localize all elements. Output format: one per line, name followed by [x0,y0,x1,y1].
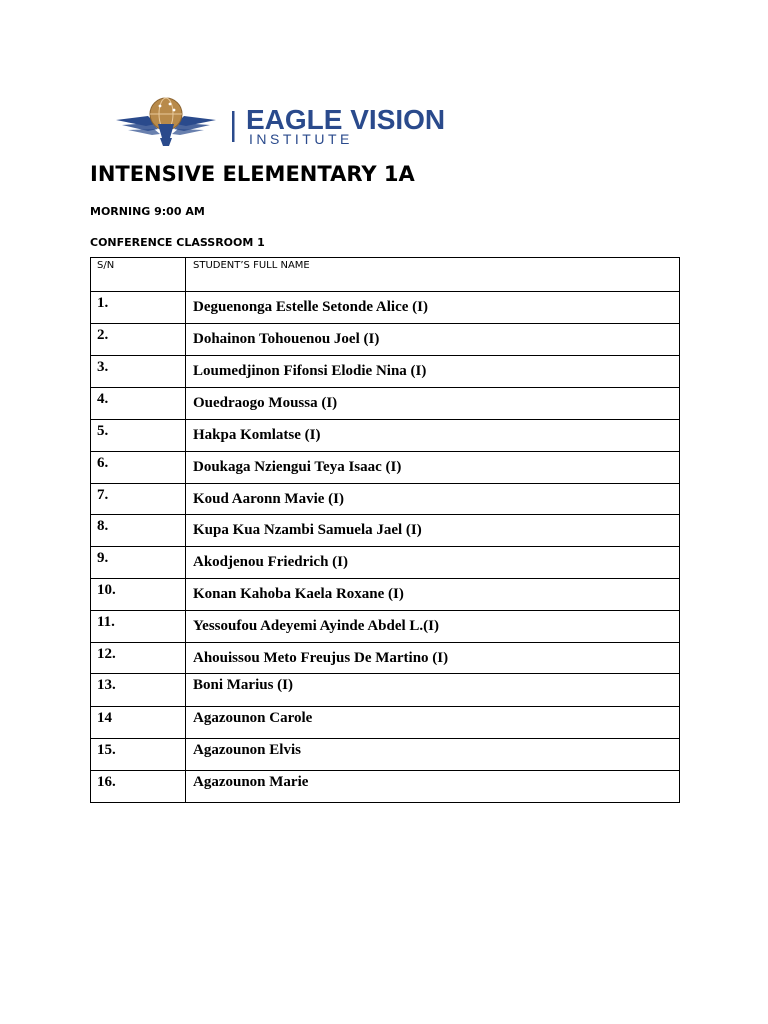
table-row [91,739,680,771]
row-student-name: Konan Kahoba Kaela Roxane (I) [186,579,680,611]
row-sn: 4. [91,388,186,420]
table-row [91,515,680,547]
row-student-name: Yessoufou Adeyemi Ayinde Abdel L.(I) [186,611,680,643]
student-roster-table [90,257,680,803]
table-row [91,674,680,707]
table-row [91,324,680,356]
page-title: INTENSIVE ELEMENTARY 1A [90,162,415,186]
table-row [91,356,680,388]
row-student-name: Kupa Kua Nzambi Samuela Jael (I) [186,515,680,547]
column-header-sn: S/N [91,258,186,292]
row-sn: 8. [91,515,186,547]
institute-logo [112,94,482,150]
table-row [91,643,680,674]
table-row [91,388,680,420]
row-sn: 12. [91,643,186,674]
column-header-name: STUDENT’S FULL NAME [186,258,680,292]
table-row [91,771,680,803]
table-header-row [91,258,680,292]
row-student-name: Agazounon Carole [186,707,680,739]
row-sn: 1. [91,292,186,324]
row-student-name: Dohainon Tohouenou Joel (I) [186,324,680,356]
session-time: MORNING 9:00 AM [90,205,205,218]
row-student-name: Deguenonga Estelle Setonde Alice (I) [186,292,680,324]
row-student-name: Akodjenou Friedrich (I) [186,547,680,579]
table-row [91,547,680,579]
row-student-name: Agazounon Marie [186,771,680,803]
table-row [91,611,680,643]
table-row [91,579,680,611]
row-sn: 3. [91,356,186,388]
row-student-name: Boni Marius (I) [186,674,680,707]
table-row [91,484,680,515]
row-sn: 2. [91,324,186,356]
row-student-name: Ahouissou Meto Freujus De Martino (I) [186,643,680,674]
classroom-label: CONFERENCE CLASSROOM 1 [90,236,265,249]
row-student-name: Koud Aaronn Mavie (I) [186,484,680,515]
row-sn: 6. [91,452,186,484]
row-sn: 11. [91,611,186,643]
row-sn: 7. [91,484,186,515]
row-student-name: Hakpa Komlatse (I) [186,420,680,452]
table-row [91,452,680,484]
row-sn: 13. [91,674,186,707]
eagle-logo-icon [112,94,482,150]
table-row [91,707,680,739]
table-row [91,292,680,324]
logo-primary-text: EAGLE VISION [246,104,446,135]
row-sn: 10. [91,579,186,611]
row-sn: 9. [91,547,186,579]
row-student-name: Ouedraogo Moussa (I) [186,388,680,420]
row-sn: 14 [91,707,186,739]
row-sn: 16. [91,771,186,803]
row-student-name: Doukaga Nziengui Teya Isaac (I) [186,452,680,484]
row-sn: 15. [91,739,186,771]
row-sn: 5. [91,420,186,452]
row-student-name: Agazounon Elvis [186,739,680,771]
logo-divider [232,111,235,142]
row-student-name: Loumedjinon Fifonsi Elodie Nina (I) [186,356,680,388]
logo-secondary-text: INSTITUTE [249,131,353,147]
table-row [91,420,680,452]
